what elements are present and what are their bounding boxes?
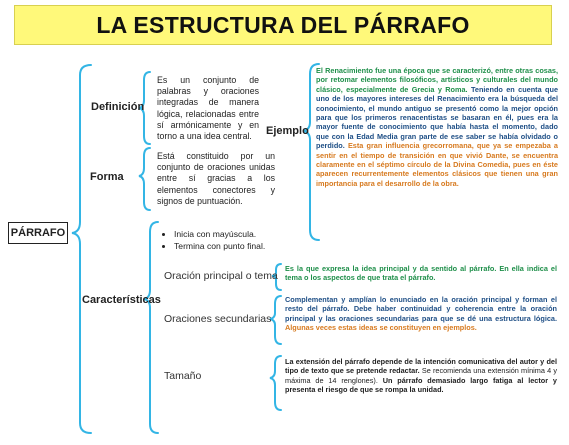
tamano-text-bold-2: Un párrafo demasiado largo fatiga al lector y presenta el riesgo de que se rompa la unidad.: [285, 375, 557, 395]
oracion-principal-label: Oración principal o tema: [164, 270, 278, 282]
caracteristicas-bracket: [144, 222, 158, 433]
caracteristicas-label: Características: [82, 294, 161, 306]
bullet-item: • Inicia con mayúscula.: [174, 228, 265, 240]
oraciones-secundarias-text-orange: Algunas veces estas ideas se constituyen en ejemplos.: [285, 323, 477, 333]
caracteristicas-bullets: [162, 228, 265, 252]
oraciones-secundarias-bracket: [270, 296, 281, 344]
forma-label: Forma: [90, 171, 124, 183]
tamano-text-normal: Se recomienda una extensión mínima 4 y máxima de 14 renglones).: [285, 366, 557, 385]
tamano-bracket: [270, 356, 281, 410]
forma-text: Está constituido por un conjunto de oraciones unidas entre sí gracias a los elementos conectores y signos de puntuación.: [157, 151, 275, 206]
tamano-label: Tamaño: [164, 370, 202, 382]
definicion-label: Definición: [91, 101, 145, 113]
ejemplo-text-orange: Esta gran influencia grecorromana, que ya se empezaba a sentir en el tiempo de transición en que vivió Dante, se encuentra claramente en el séptimo círculo de la Divina Comedia, pues en éste aparecen recurrentemente elementos clásicos que tienen una gran importancia para el desarrollo de la obra.: [316, 141, 558, 188]
root-node-parrafo: PÁRRAFO: [8, 222, 68, 244]
oraciones-secundarias-text-blue: Complementan y amplían lo enunciado en la oración principal y forman el resto del párrafo. Debe haber continuidad y coherencia entre la oración principal y las oraciones secundarias para que se dé una estructura lógica.: [285, 295, 557, 323]
tamano-text-bold-1: La extensión del párrafo depende de la intención comunicativa del autor y del tipo de texto que se pretende redactar.: [285, 357, 557, 376]
ejemplo-text: [316, 66, 558, 188]
ejemplo-text-green: El Renacimiento fue una época que se caracterizó, entre otras cosas, por retomar elementos filosóficos, artísticos y culturales del mundo clásico, especialmente de Grecia y Roma.: [316, 66, 558, 94]
bullet-item: • Termina con punto final.: [174, 240, 265, 252]
ejemplo-text-blue: Teniendo en cuenta que uno de los mayores intereses del Renacimiento era la búsqueda del conocimiento, el mundo antiguo se presentó como la mejor opción para que los primeros renacentistas se basaran en él, pues era la mayor fuente de conocimiento que había hasta el momento, dado que con la Edad Media gran parte de ese saber se había olvidado o perdido.: [316, 84, 559, 151]
ejemplo-label: Ejemplo: [266, 125, 309, 137]
main-bracket: [72, 65, 91, 433]
oraciones-secundarias-text: [285, 295, 557, 333]
diagram-title: LA ESTRUCTURA DEL PÁRRAFO: [14, 5, 552, 45]
tamano-text: [285, 357, 557, 395]
oracion-principal-text: Es la que expresa la idea principal y da sentido al párrafo. En ella indica el tema o los aspectos de que trata el párrafo.: [285, 264, 557, 283]
definicion-text: Es un conjunto de palabras y oraciones integradas de manera lógica, relacionadas entre sí armónicamente y en torno a una idea central.: [157, 75, 259, 142]
forma-bracket: [139, 148, 150, 210]
oraciones-secundarias-label: Oraciones secundarias: [164, 313, 272, 325]
